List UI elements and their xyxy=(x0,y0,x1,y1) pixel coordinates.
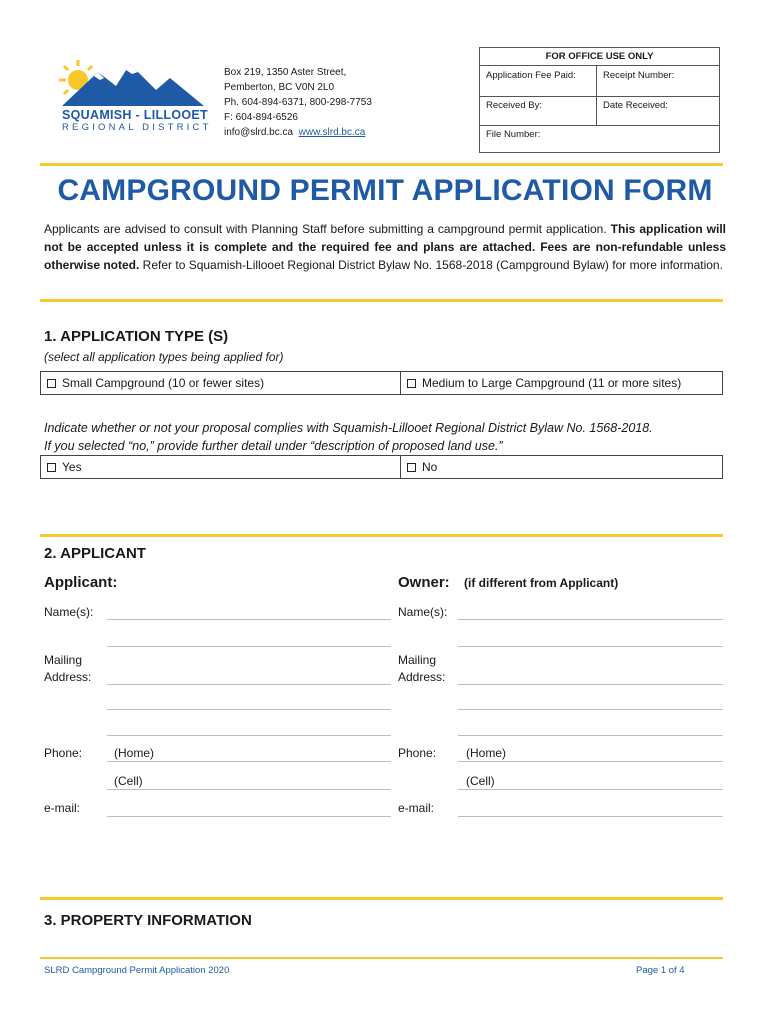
address-line: Ph. 604-894-6371, 800-298-7753 xyxy=(224,97,372,108)
owner-address-field-2[interactable] xyxy=(458,709,723,710)
section-heading: 3. PROPERTY INFORMATION xyxy=(44,912,252,929)
compliance-instruction: If you selected “no,” provide further detail under “description of proposed land use.” xyxy=(44,439,503,453)
compliance-options xyxy=(40,455,723,479)
mailing-label: Mailing xyxy=(44,653,83,667)
contact-address xyxy=(224,65,372,140)
checkbox[interactable] xyxy=(47,379,56,388)
address-line: F: 604-894-6526 xyxy=(224,112,298,123)
owner-note: (if different from Applicant) xyxy=(464,576,619,590)
option-small-campground[interactable] xyxy=(47,372,264,394)
email-label: e-mail: xyxy=(44,801,81,815)
mountain-sun-icon xyxy=(58,56,208,108)
option-no[interactable] xyxy=(407,456,437,478)
owner-address-field[interactable] xyxy=(458,684,723,685)
option-medium-large-campground[interactable] xyxy=(407,372,681,394)
home-label: (Home) xyxy=(114,746,155,760)
applicant-address-field-2[interactable] xyxy=(107,709,391,710)
office-use-box xyxy=(479,47,720,153)
applicant-heading: Applicant: xyxy=(44,574,118,591)
mailing-label: Mailing xyxy=(398,653,437,667)
checkbox[interactable] xyxy=(407,463,416,472)
intro-bold-text: This application will not be accepted unless it is complete and the required fee and plans are attached. Fees are non-refundable unless otherwise noted. xyxy=(44,222,727,272)
fee-paid-label: Application Fee Paid: xyxy=(486,70,576,81)
contact-web-line xyxy=(224,125,372,140)
option-label: Medium to Large Campground (11 or more sites) xyxy=(422,376,682,390)
page-title: CAMPGROUND PERMIT APPLICATION FORM xyxy=(57,174,713,207)
email-label: e-mail: xyxy=(398,801,435,815)
received-by-label: Received By: xyxy=(486,100,542,111)
option-label: No xyxy=(422,460,438,474)
divider xyxy=(40,299,723,302)
option-label: Yes xyxy=(62,460,82,474)
section-instruction: (select all application types being applied for) xyxy=(44,350,284,364)
owner-names-field-2[interactable] xyxy=(458,646,723,647)
applicant-home-phone-field[interactable] xyxy=(107,761,391,762)
email-link[interactable]: info@slrd.bc.ca xyxy=(224,127,294,138)
owner-home-phone-field[interactable] xyxy=(458,761,723,762)
owner-address-field-3[interactable] xyxy=(458,735,723,736)
intro-paragraph xyxy=(44,220,726,274)
intro-text: Refer to Squamish-Lillooet Regional District Bylaw No. 1568-2018 (Campground Bylaw) for more information. xyxy=(139,258,723,272)
owner-names-field[interactable] xyxy=(458,619,723,620)
applicant-email-field[interactable] xyxy=(107,816,391,817)
address-label: Address: xyxy=(44,670,92,684)
checkbox[interactable] xyxy=(407,379,416,388)
applicant-names-field[interactable] xyxy=(107,619,391,620)
date-received-label: Date Received: xyxy=(603,100,668,111)
checkbox[interactable] xyxy=(47,463,56,472)
compliance-question: Indicate whether or not your proposal complies with Squamish-Lillooet Regional District Bylaw No. 1568-2018. xyxy=(44,421,653,435)
divider xyxy=(40,163,723,166)
cell-label: (Cell) xyxy=(466,774,495,788)
address-label: Address: xyxy=(398,670,446,684)
owner-cell-phone-field[interactable] xyxy=(458,789,723,790)
applicant-address-field-3[interactable] xyxy=(107,735,391,736)
footer-divider xyxy=(40,957,723,959)
section-heading: 1. APPLICATION TYPE (S) xyxy=(44,328,229,345)
phone-label: Phone: xyxy=(44,746,83,760)
section-heading: 2. APPLICANT xyxy=(44,545,146,562)
applicant-names-field-2[interactable] xyxy=(107,646,391,647)
owner-email-field[interactable] xyxy=(458,816,723,817)
address-line: Pemberton, BC V0N 2L0 xyxy=(224,82,335,93)
org-subtitle: REGIONAL DISTRICT xyxy=(62,122,212,133)
home-label: (Home) xyxy=(466,746,507,760)
receipt-number-label: Receipt Number: xyxy=(603,70,675,81)
intro-text: Applicants are advised to consult with Planning Staff before submitting a campground permit application. xyxy=(44,222,611,236)
footer-page-number: Page 1 of 4 xyxy=(636,965,685,976)
divider xyxy=(40,897,723,900)
address-line: Box 219, 1350 Aster Street, xyxy=(224,67,347,78)
names-label: Name(s): xyxy=(44,605,94,619)
applicant-address-field[interactable] xyxy=(107,684,391,685)
divider xyxy=(40,534,723,537)
owner-heading: Owner: xyxy=(398,574,450,591)
office-use-heading: FOR OFFICE USE ONLY xyxy=(480,48,719,66)
footer-document-name: SLRD Campground Permit Application 2020 xyxy=(44,965,230,976)
application-type-options xyxy=(40,371,723,395)
applicant-cell-phone-field[interactable] xyxy=(107,789,391,790)
phone-label: Phone: xyxy=(398,746,437,760)
names-label: Name(s): xyxy=(398,605,448,619)
website-link[interactable]: www.slrd.bc.ca xyxy=(298,127,366,138)
option-yes[interactable] xyxy=(47,456,82,478)
cell-label: (Cell) xyxy=(114,774,143,788)
option-label: Small Campground (10 or fewer sites) xyxy=(62,376,265,390)
file-number-label: File Number: xyxy=(486,129,541,140)
org-name: SQUAMISH - LILLOOET xyxy=(62,108,208,122)
